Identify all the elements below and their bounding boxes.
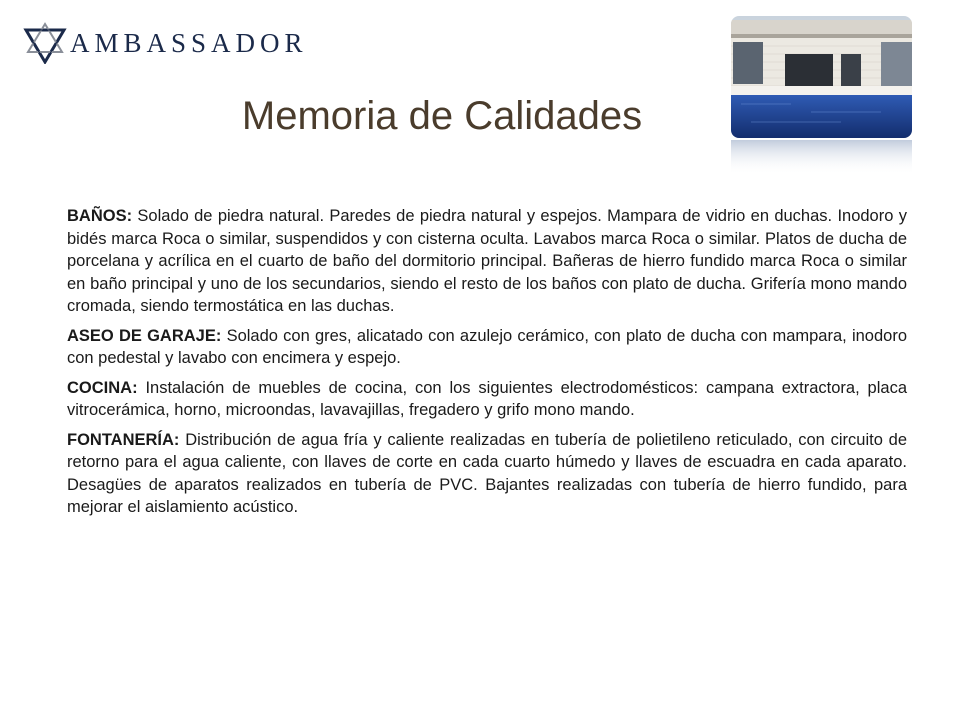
section-text: Solado de piedra natural. Paredes de piedra natural y espejos. Mampara de vidrio en duchas. Inodoro y bidés marca Roca o similar, suspendidos y con cisterna oculta. Lavabos marca Roca o similar. Platos de ducha de porcelana y acrílica en el cuarto de baño del dormitorio principal. Bañeras de hierro fundido marca Roca o similar en baño principal y uno de los secundarios, siendo el resto de los baños con plato de ducha. Grifería mono mando cromada, siendo termostática en las duchas. <box>67 207 907 315</box>
section-label: ASEO DE GARAJE: <box>67 326 222 345</box>
section-banos <box>67 205 907 318</box>
villa-pool-photo <box>731 16 912 175</box>
section-fontaneria <box>67 429 907 519</box>
brand-logo <box>22 22 308 64</box>
section-aseo-garaje <box>67 325 907 370</box>
section-label: COCINA: <box>67 378 138 397</box>
section-label: BAÑOS: <box>67 207 133 225</box>
page-title: Memoria de Calidades <box>241 94 643 138</box>
qualities-list <box>67 205 907 526</box>
star-of-david-logo-icon <box>22 22 68 64</box>
brand-name: AMBASSADOR <box>70 27 308 58</box>
section-cocina <box>67 377 907 422</box>
section-text: Solado con gres, alicatado con azulejo cerámico, con plato de ducha con mampara, inodoro con pedestal y lavabo con encimera y espejo. <box>67 326 907 367</box>
section-text: Distribución de agua fría y caliente realizadas en tubería de polietileno reticulado, con circuito de retorno para el agua caliente, con llaves de corte en cada cuarto húmedo y llaves de escuadra en cada aparato. Desagües de aparatos realizados en tubería de PVC. Bajantes realizadas con tubería de hierro fundido, para mejorar el aislamiento acústico. <box>67 430 907 516</box>
section-text: Instalación de muebles de cocina, con los siguientes electrodomésticos: campana extractora, placa vitrocerámica, horno, microondas, lavavajillas, fregadero y grifo mono mando. <box>67 378 907 419</box>
section-label: FONTANERÍA: <box>67 430 180 449</box>
